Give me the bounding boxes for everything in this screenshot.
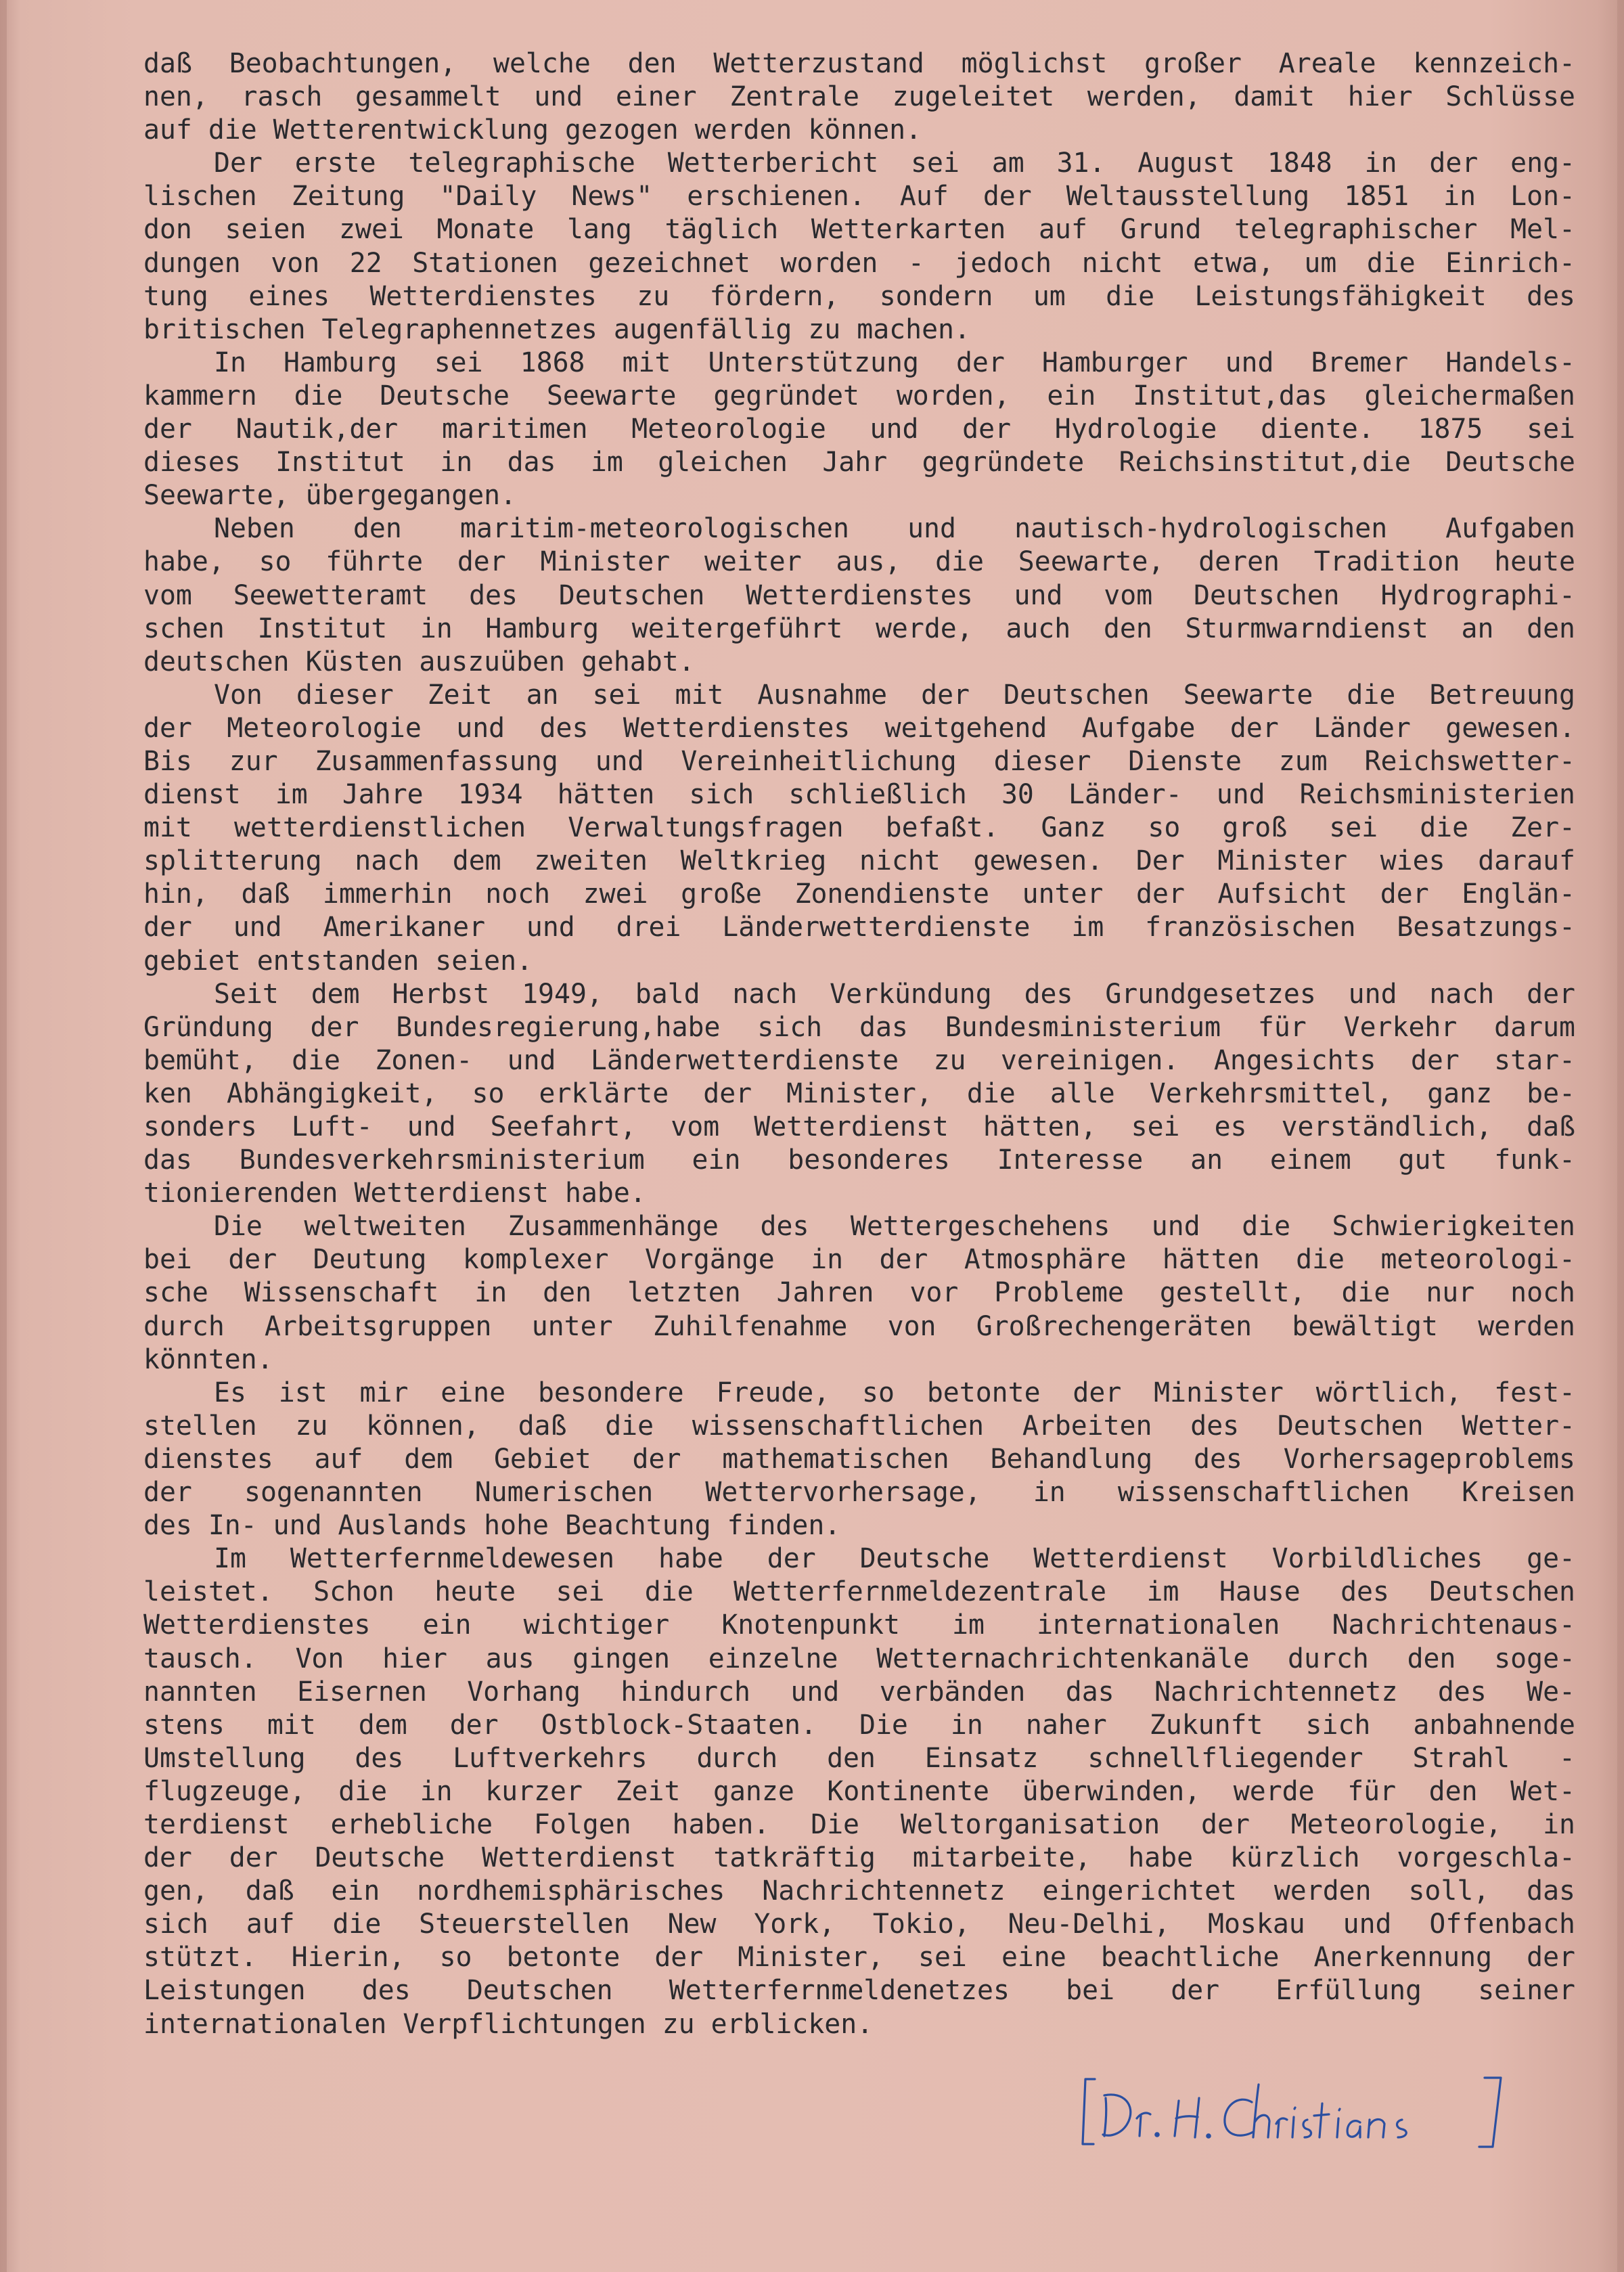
text-line: schen Institut in Hamburg weitergeführt werde, auch den Sturmwarndienst an den [143, 612, 1575, 644]
text-line: Neben den maritim-meteorologischen und nautisch-hydrologischen Aufgaben [214, 513, 1575, 545]
page-right-edge [1617, 0, 1624, 2272]
text-line: Es ist mir eine besondere Freude, so betonte der Minister wörtlich, fest- [214, 1377, 1575, 1408]
text-line: tionierenden Wetterdienst habe. [143, 1178, 646, 1209]
text-line: habe, so führte der Minister weiter aus, die Seewarte, deren Tradition heute [143, 546, 1575, 578]
text-line: dienst im Jahre 1934 hätten sich schließlich 30 Länder- und Reichsministerien [143, 779, 1575, 811]
text-line: stens mit dem der Ostblock-Staaten. Die in naher Zukunft sich anbahnende [143, 1709, 1575, 1741]
text-line: auf die Wetterentwicklung gezogen werden können. [143, 114, 922, 146]
text-line: Seewarte, übergegangen. [143, 480, 517, 512]
text-line: Umstellung des Luftverkehrs durch den Einsatz schnellfliegender Strahl - [143, 1742, 1575, 1774]
text-line: lischen Zeitung "Daily News" erschienen. Auf der Weltausstellung 1851 in Lon- [143, 181, 1575, 213]
text-line: britischen Telegraphennetzes augenfällig zu machen. [143, 313, 970, 345]
signature-drawing [1076, 2071, 1522, 2152]
text-line: durch Arbeitsgruppen unter Zuhilfenahme von Großrechengeräten bewältigt werden [143, 1310, 1575, 1342]
text-line: sich auf die Steuerstellen New York, Tokio, Neu-Delhi, Moskau und Offenbach [143, 1909, 1575, 1940]
text-line: Bis zur Zusammenfassung und Vereinheitlichung dieser Dienste zum Reichswetter- [143, 745, 1575, 777]
text-line: gebiet entstanden seien. [143, 945, 533, 977]
text-line: hin, daß immerhin noch zwei große Zonendienste unter der Aufsicht der Englän- [143, 878, 1575, 910]
text-line: könnten. [143, 1343, 273, 1375]
text-line: leistet. Schon heute sei die Wetterfernmeldezentrale im Hause des Deutschen [143, 1576, 1575, 1608]
text-line: dungen von 22 Stationen gezeichnet worden - jedoch nicht etwa, um die Einrich- [143, 247, 1575, 279]
text-line: Gründung der Bundesregierung,habe sich das Bundesministerium für Verkehr darum [143, 1011, 1575, 1043]
text-line: der Nautik,der maritimen Meteorologie und der Hydrologie diente. 1875 sei [143, 414, 1575, 445]
text-line: vom Seewetteramt des Deutschen Wetterdienstes und vom Deutschen Hydrographi- [143, 579, 1575, 611]
text-line: sonders Luft- und Seefahrt, vom Wetterdienst hätten, sei es verständlich, daß [143, 1111, 1575, 1142]
text-line: der Meteorologie und des Wetterdienstes weitgehend Aufgabe der Länder gewesen. [143, 712, 1575, 744]
text-line: tung eines Wetterdienstes zu fördern, sondern um die Leistungsfähigkeit des [143, 280, 1575, 312]
text-line: Die weltweiten Zusammenhänge des Wettergeschehens und die Schwierigkeiten [214, 1211, 1575, 1243]
text-line: splitterung nach dem zweiten Weltkrieg nicht gewesen. Der Minister wies darauf [143, 845, 1575, 877]
text-line: nannten Eisernen Vorhang hindurch und verbänden das Nachrichtennetz des We- [143, 1676, 1575, 1708]
text-line: der und Amerikaner und drei Länderwetterdienste im französischen Besatzungs- [143, 912, 1575, 943]
text-line: nen, rasch gesammelt und einer Zentrale zugeleitet werden, damit hier Schlüsse [143, 81, 1575, 113]
text-line: stellen zu können, daß die wissenschaftlichen Arbeiten des Deutschen Wetter- [143, 1410, 1575, 1442]
text-line: Wetterdienstes ein wichtiger Knotenpunkt im internationalen Nachrichtenaus- [143, 1609, 1575, 1641]
handwritten-signature [1076, 2071, 1522, 2152]
text-line: internationalen Verpflichtungen zu erblicken. [143, 2008, 874, 2040]
text-line: terdienst erhebliche Folgen haben. Die Weltorganisation der Meteorologie, in [143, 1808, 1575, 1840]
text-line: deutschen Küsten auszuüben gehabt. [143, 646, 695, 677]
text-line: tausch. Von hier aus gingen einzelne Wetternachrichtenkanäle durch den soge- [143, 1643, 1575, 1674]
text-line: des In- und Auslands hohe Beachtung finden. [143, 1510, 841, 1542]
text-line: der sogenannten Numerischen Wettervorhersage, in wissenschaftlichen Kreisen [143, 1477, 1575, 1509]
text-line: stützt. Hierin, so betonte der Minister, sei eine beachtliche Anerkennung der [143, 1942, 1575, 1974]
text-line: Von dieser Zeit an sei mit Ausnahme der Deutschen Seewarte die Betreuung [214, 679, 1575, 711]
text-line: kammern die Deutsche Seewarte gegründet worden, ein Institut,das gleichermaßen [143, 380, 1575, 411]
text-line: ken Abhängigkeit, so erklärte der Minister, die alle Verkehrsmittel, ganz be- [143, 1077, 1575, 1109]
text-line: daß Beobachtungen, welche den Wetterzustand möglichst großer Areale kennzeich- [143, 48, 1575, 79]
text-line: dieses Institut in das im gleichen Jahr gegründete Reichsinstitut,die Deutsche [143, 447, 1575, 478]
text-line: dienstes auf dem Gebiet der mathematischen Behandlung des Vorhersageproblems [143, 1443, 1575, 1475]
text-line: bemüht, die Zonen- und Länderwetterdienste zu vereinigen. Angesichts der star- [143, 1044, 1575, 1076]
typewritten-body [143, 47, 1575, 2041]
text-line: der der Deutsche Wetterdienst tatkräftig mitarbeite, habe kürzlich vorgeschla- [143, 1842, 1575, 1874]
text-line: das Bundesverkehrsministerium ein besonderes Interesse an einem gut funk- [143, 1144, 1575, 1176]
text-line: gen, daß ein nordhemisphärisches Nachrichtennetz eingerichtet werden soll, das [143, 1875, 1575, 1907]
page-left-edge [0, 0, 7, 2272]
text-line: sche Wissenschaft in den letzten Jahren vor Probleme gestellt, die nur noch [143, 1277, 1575, 1309]
text-line: In Hamburg sei 1868 mit Unterstützung der Hamburger und Bremer Handels- [214, 347, 1575, 378]
text-line: Der erste telegraphische Wetterbericht sei am 31. August 1848 in der eng- [214, 148, 1575, 179]
text-line: bei der Deutung komplexer Vorgänge in der Atmosphäre hätten die meteorologi- [143, 1244, 1575, 1276]
text-line: mit wetterdienstlichen Verwaltungsfragen befaßt. Ganz so groß sei die Zer- [143, 812, 1575, 844]
text-line: Im Wetterfernmeldewesen habe der Deutsche Wetterdienst Vorbildliches ge- [214, 1543, 1575, 1575]
text-line: Leistungen des Deutschen Wetterfernmeldenetzes bei der Erfüllung seiner [143, 1975, 1575, 2007]
text-line: flugzeuge, die in kurzer Zeit ganze Kontinente überwinden, werde für den Wet- [143, 1775, 1575, 1807]
text-line: Seit dem Herbst 1949, bald nach Verkündung des Grundgesetzes und nach der [214, 978, 1575, 1010]
text-line: don seien zwei Monate lang täglich Wetterkarten auf Grund telegraphischer Mel- [143, 214, 1575, 246]
